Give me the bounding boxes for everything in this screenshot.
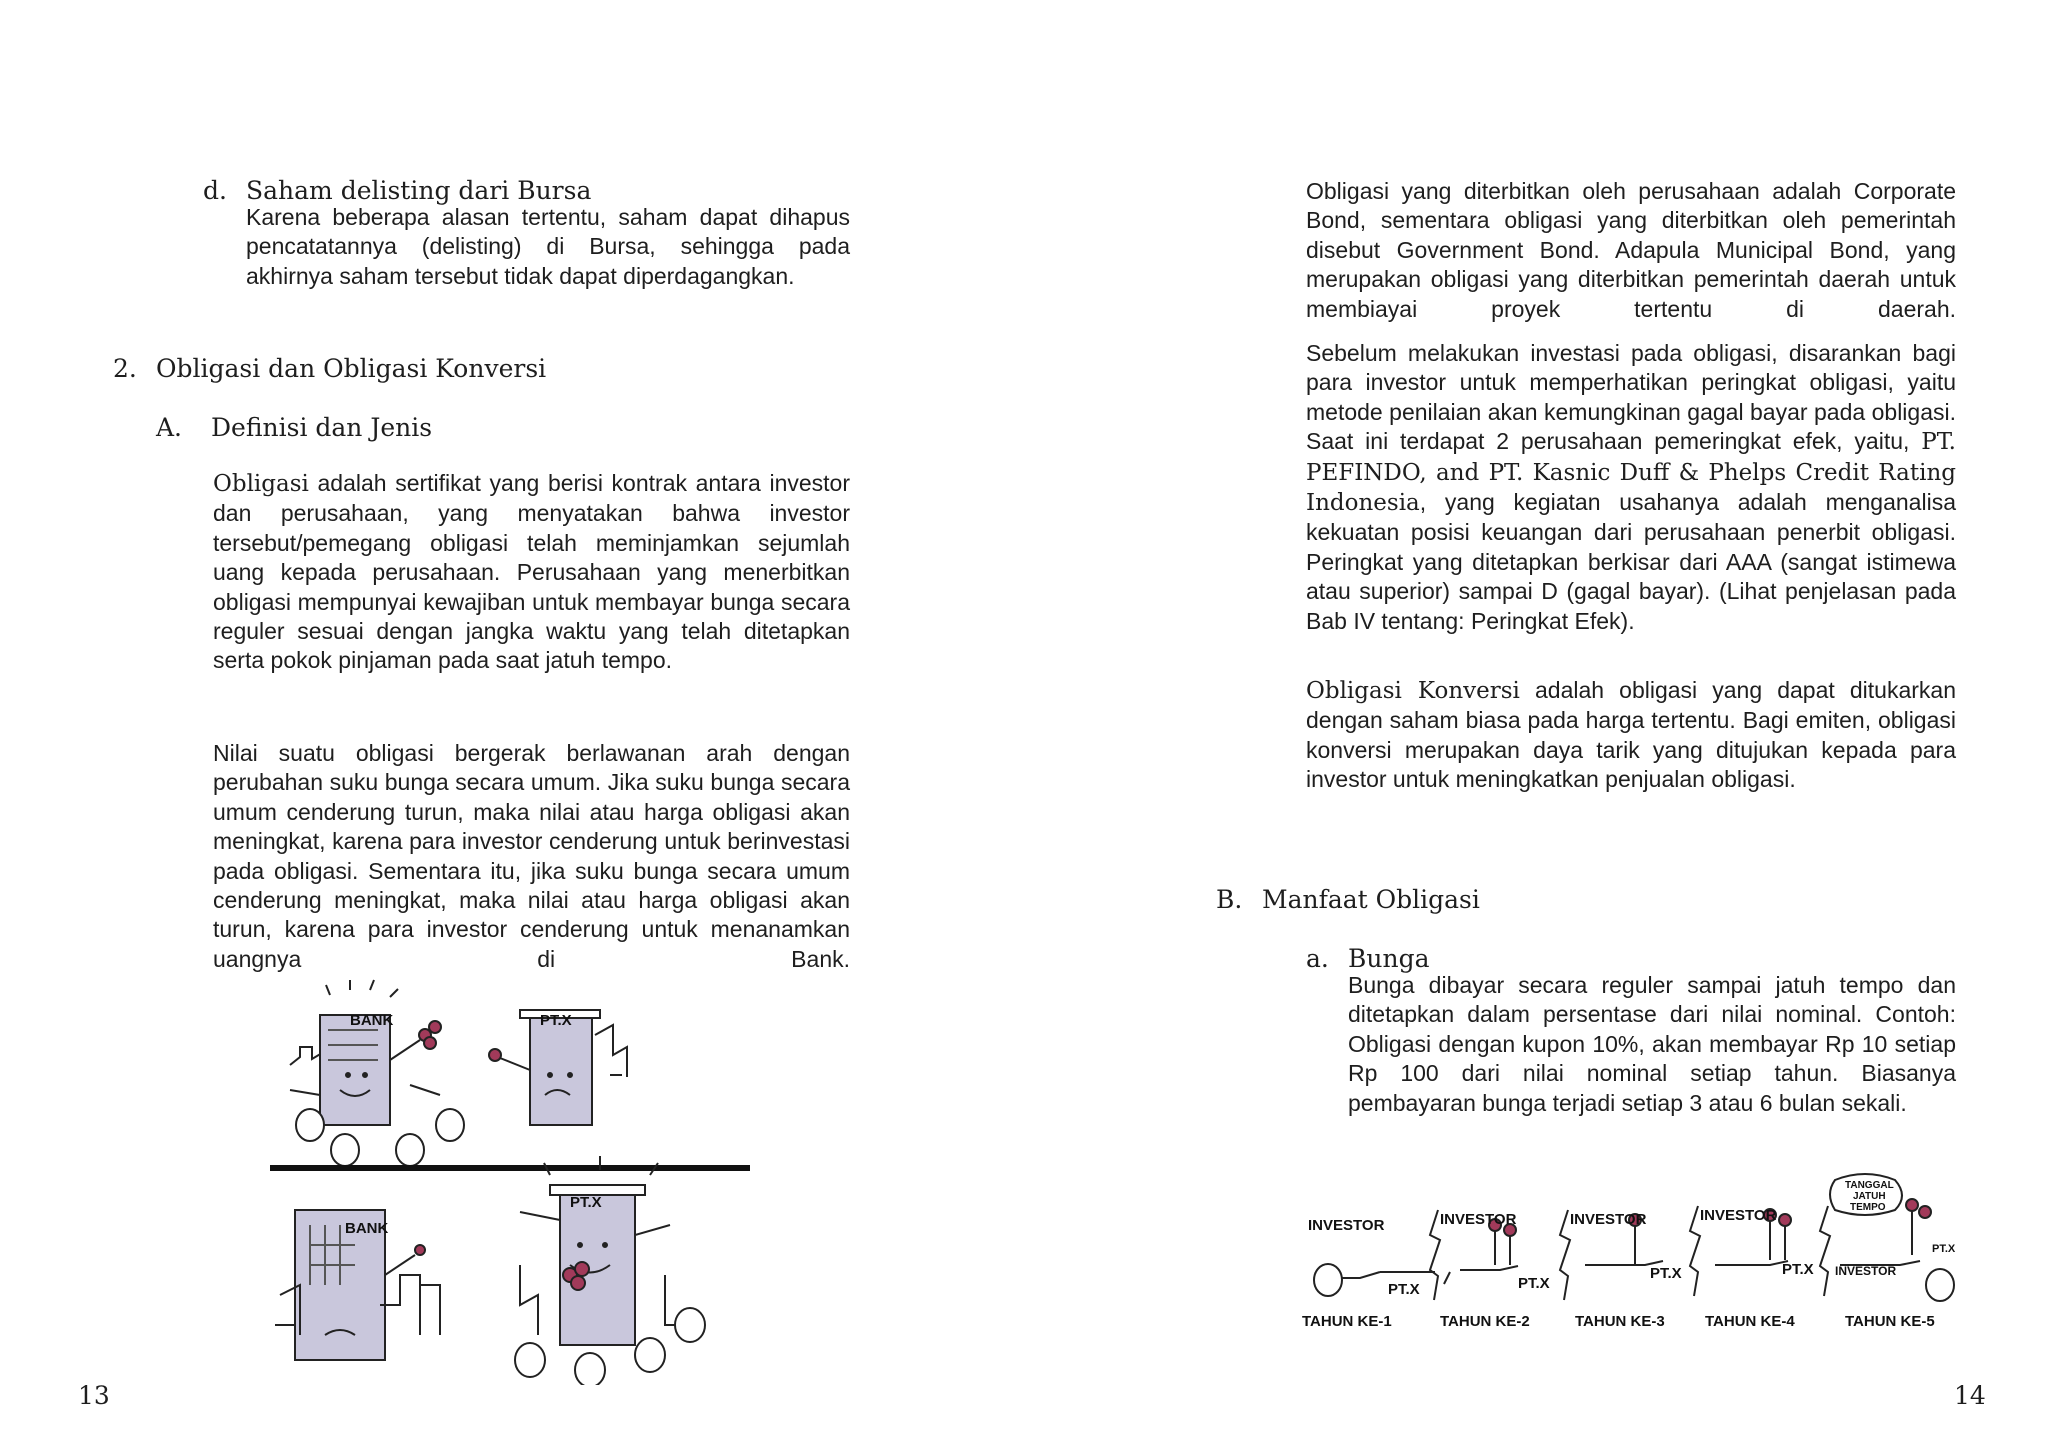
item-d-label: d. — [203, 176, 227, 205]
definisi-text: adalah sertifikat yang berisi kontrak antara investor dan perusahaan, yang menyatakan bahwa investor tersebut/pemegang obligasi telah meminjamkan sejumlah uang kepada perusahaan. Perusahaan yang menerbitkan obligasi mempunyai kewajiban untuk membayar bunga secara reguler sesuai dengan jangka waktu yang telah ditetapkan serta pokok pinjaman pada saat jatuh tempo. — [213, 470, 850, 674]
item-d-body: Karena beberapa alasan tertentu, saham dapat dihapus pencatatannya (delisting) di Bursa, sehingga pada akhirnya saham tersebut tidak dapat diperdagangkan. — [246, 204, 850, 289]
peringkat-text-2: , yang kegiatan usahanya adalah menganalisa kekuatan posisi keuangan dari perusahaan penerbit obligasi. Peringkat yang ditetapkan berkisar dari AAA (sangat istimewa atau superior) sampai D (gagal bayar). (Lihat penjelasan pada Bab IV tentang: Peringkat Efek). — [1306, 489, 1956, 634]
cartoon-ptx-label-1: PT.X — [540, 1012, 572, 1029]
section-2-number: 2. — [113, 354, 137, 383]
peringkat-text-1: Sebelum melakukan investasi pada obligasi, disarankan bagi para investor untuk memperhatikan peringkat obligasi, yaitu metode penilaian akan kemungkinan gagal bayar pada obligasi. Saat ini terdapat 2 perusahaan pemeringkat efek, yaitu, — [1306, 340, 1956, 455]
cartoon-bank-label-1: BANK — [350, 1012, 394, 1029]
konversi-text: adalah obligasi yang dapat ditukarkan dengan saham biasa pada harga tertentu. Bagi emiten, obligasi konversi merupakan daya tarik yang ditujukan kepada para investor untuk meningkatkan penjualan obligasi. — [1306, 677, 1956, 793]
page-number-left: 13 — [78, 1381, 110, 1410]
paragraph-corporate-bond: Obligasi yang diterbitkan oleh perusahaan adalah Corporate Bond, sementara obligasi yang diterbitkan oleh pemerintah disebut Government Bond. Adapula Municipal Bond, yang merupakan obligasi yang diterbitkan pemerintah daerah untuk membiayai proyek tertentu di daerah. — [1306, 178, 1956, 322]
bank-vs-ptx-cartoon — [270, 975, 750, 1385]
coupon-timeline-illustration — [1300, 1170, 1965, 1330]
timeline-ptx-label-2: PT.X — [1518, 1275, 1550, 1292]
timeline-investor-label-2: INVESTOR — [1440, 1211, 1517, 1228]
timeline-investor-label-3: INVESTOR — [1570, 1211, 1647, 1228]
paragraph-peringkat — [1306, 339, 1956, 636]
paragraph-definisi — [213, 469, 850, 676]
cartoon-bank-label-2: BANK — [345, 1220, 389, 1237]
item-a-body: Bunga dibayar secara reguler sampai jatuh tempo dan ditetapkan dalam persentase dari nilai nominal. Contoh: Obligasi dengan kupon 10%, akan membayar Rp 10 setiap Rp 100 dari nilai nominal setiap tahun. Biasanya pembayaran bunga terjadi setiap 3 atau 6 bulan sekali. — [1348, 972, 1956, 1116]
timeline-ptx-label-4: PT.X — [1782, 1261, 1814, 1278]
timeline-year-5: TAHUN KE-5 — [1845, 1313, 1935, 1330]
item-a-label: a. — [1306, 944, 1329, 973]
timeline-year-1: TAHUN KE-1 — [1302, 1313, 1392, 1330]
cartoon-ptx-label-2: PT.X — [570, 1194, 602, 1211]
timeline-year-3: TAHUN KE-3 — [1575, 1313, 1665, 1330]
rating-agencies: PT. PEFINDO, and PT. Kasnic Duff & Phelps Credit Rating Indonesia — [1306, 429, 1956, 517]
item-a-title: Bunga — [1348, 944, 1430, 973]
paragraph-obligasi-konversi — [1306, 676, 1956, 795]
bubble-line-3: TEMPO — [1850, 1202, 1886, 1213]
page-number-right: 14 — [1954, 1381, 1986, 1410]
section-2-title: Obligasi dan Obligasi Konversi — [156, 354, 547, 383]
subsection-b-label: B. — [1216, 885, 1243, 914]
subsection-a-title: Definisi dan Jenis — [211, 413, 433, 442]
subsection-a-label: A. — [156, 413, 183, 442]
term-obligasi: Obligasi — [213, 471, 309, 497]
subsection-b-title: Manfaat Obligasi — [1262, 885, 1480, 914]
term-obligasi-konversi: Obligasi Konversi — [1306, 678, 1520, 704]
timeline-year-4: TAHUN KE-4 — [1705, 1313, 1795, 1330]
bubble-line-1: TANGGAL — [1845, 1180, 1894, 1191]
timeline-ptx-label-1: PT.X — [1388, 1281, 1420, 1298]
item-d-title: Saham delisting dari Bursa — [246, 176, 592, 205]
bubble-line-2: JATUH — [1853, 1191, 1886, 1202]
timeline-investor-label-4: INVESTOR — [1700, 1207, 1777, 1224]
timeline-ptx-label-5: PT.X — [1932, 1243, 1956, 1255]
timeline-investor-label-1: INVESTOR — [1308, 1217, 1385, 1234]
timeline-investor-label-5: INVESTOR — [1835, 1264, 1897, 1278]
paragraph-nilai-obligasi: Nilai suatu obligasi bergerak berlawanan arah dengan perubahan suku bunga secara umum. Jika suku bunga secara umum cenderung turun, maka nilai atau harga obligasi akan meningkat, karena para investor cenderung untuk berinvestasi pada obligasi. Sementara itu, jika suku bunga secara umum cenderung meningkat, maka nilai atau harga obligasi akan turun, karena para investor cenderung untuk menanamkan uangnya di Bank. — [213, 740, 850, 972]
timeline-ptx-label-3: PT.X — [1650, 1265, 1682, 1282]
timeline-year-2: TAHUN KE-2 — [1440, 1313, 1530, 1330]
